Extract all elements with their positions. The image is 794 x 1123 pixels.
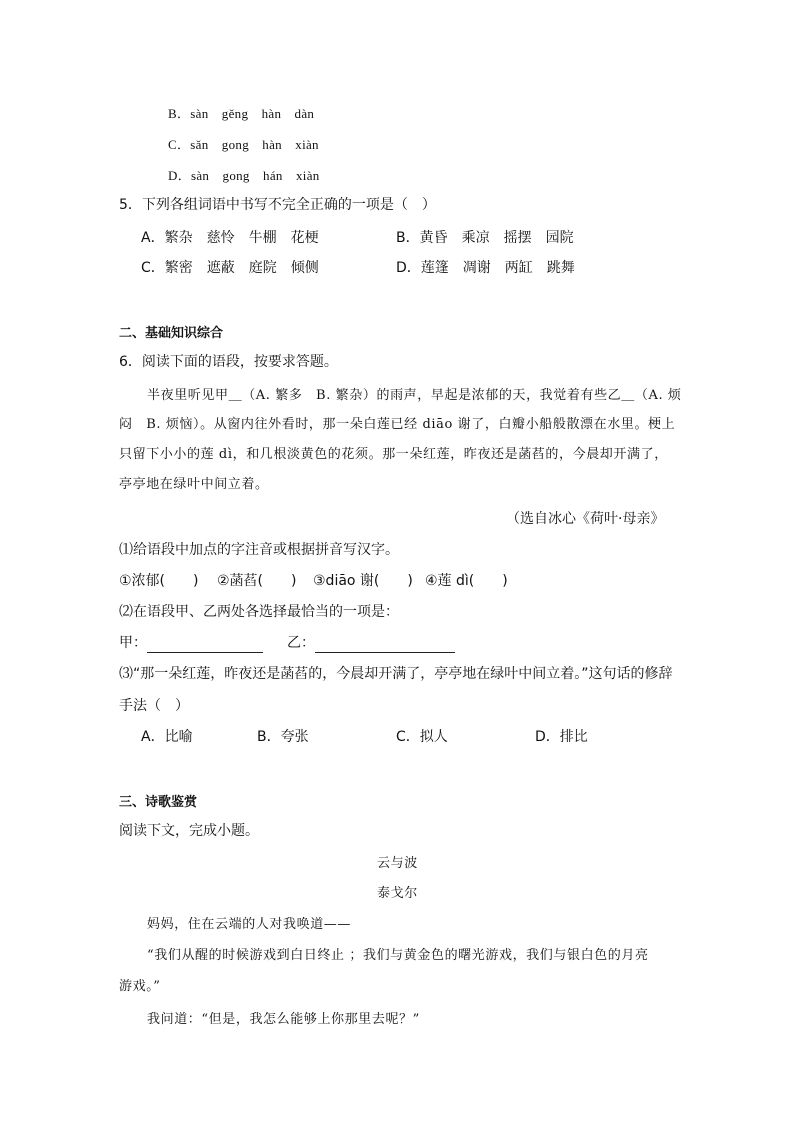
- sub1-item-2: ②菡萏( ): [217, 573, 297, 589]
- section2-heading: 二、基础知识综合: [119, 326, 224, 341]
- sub2-yi-label: 乙：: [287, 635, 315, 651]
- sub3-option-d: D．排比: [535, 729, 588, 745]
- sub1-item-4: ④莲 dì( ): [425, 573, 508, 589]
- q5-stem: 5．下列各组词语中书写不完全正确的一项是（ ）: [119, 197, 436, 213]
- poem-line-3: 游戏。”: [119, 979, 161, 994]
- section3-heading: 三、诗歌鉴赏: [119, 795, 198, 810]
- poem-line-1: 妈妈，住在云端的人对我唤道——: [147, 917, 352, 932]
- q4-option-c: C．sǎn gong hàn xiàn: [168, 137, 319, 152]
- sub2-jia-blank[interactable]: [147, 638, 263, 653]
- q5-option-c: C．繁密 遮蔽 庭院 倾侧: [141, 260, 319, 276]
- sub3-option-a: A．比喻: [141, 729, 193, 745]
- q6-stem: 6．阅读下面的语段，按要求答题。: [119, 354, 338, 370]
- passage-source: （选自冰心《荷叶·母亲》: [506, 511, 665, 527]
- section3-intro: 阅读下文，完成小题。: [119, 823, 259, 839]
- sub-question-2: ⑵在语段甲、乙两处各选择最恰当的一项是：: [119, 604, 399, 620]
- poem-line-2: “我们从醒的时候游戏到白日终止 ；我们与黄金色的曙光游戏，我们与银白色的月亮: [147, 948, 649, 963]
- poem-line-4: 我问道：“但是，我怎么能够上你那里去呢？”: [147, 1012, 420, 1027]
- q4-option-b: B．sàn gěng hàn dàn: [168, 106, 315, 121]
- sub1-item-1: ①浓郁( ): [119, 573, 199, 589]
- sub2-yi-blank[interactable]: [315, 638, 455, 653]
- q4-option-d: D．sàn gong hán xiàn: [168, 168, 320, 183]
- q5-option-d: D．莲篷 凋谢 两缸 跳舞: [396, 260, 575, 276]
- sub3-option-c: C．拟人: [396, 729, 448, 745]
- sub-question-3-line1: ⑶“那一朵红莲，昨夜还是菡萏的，今晨却开满了，亭亭地在绿叶中间立着。”这句话的修辞: [119, 666, 673, 682]
- q5-option-a: A．繁杂 慈怜 牛棚 花梗: [141, 230, 319, 246]
- sub1-item-3: ③diāo 谢( ): [313, 573, 413, 589]
- sub2-answer-row: [119, 633, 455, 653]
- poem-author: 泰戈尔: [377, 886, 418, 901]
- sub2-jia-label: 甲：: [119, 635, 147, 651]
- q5-option-b: B．黄昏 乘凉 摇摆 园院: [396, 230, 574, 246]
- sub-question-1: ⑴给语段中加点的字注音或根据拼音写汉字。: [119, 542, 399, 558]
- passage-line-3: 只留下小小的莲 dì，和几根淡黄色的花须。那一朵红莲，昨夜还是菡萏的，今晨却开满了，: [119, 447, 668, 462]
- passage-line-1: 半夜里听见甲＿（A. 繁多 B. 繁杂）的雨声，早起是浓郁的天，我觉着有些乙＿（A. 烦: [147, 388, 682, 403]
- sub-question-3-line2: 手法（ ）: [119, 698, 189, 714]
- passage-line-4: 亭亭地在绿叶中间立着。: [119, 477, 269, 492]
- poem-title: 云与波: [377, 856, 418, 871]
- passage-line-2: 闷 B. 烦恼）。从窗内往外看时，那一朵白莲已经 diāo 谢了，白瓣小船般散漂在水里。梗上: [119, 417, 676, 432]
- sub3-option-b: B．夸张: [257, 729, 309, 745]
